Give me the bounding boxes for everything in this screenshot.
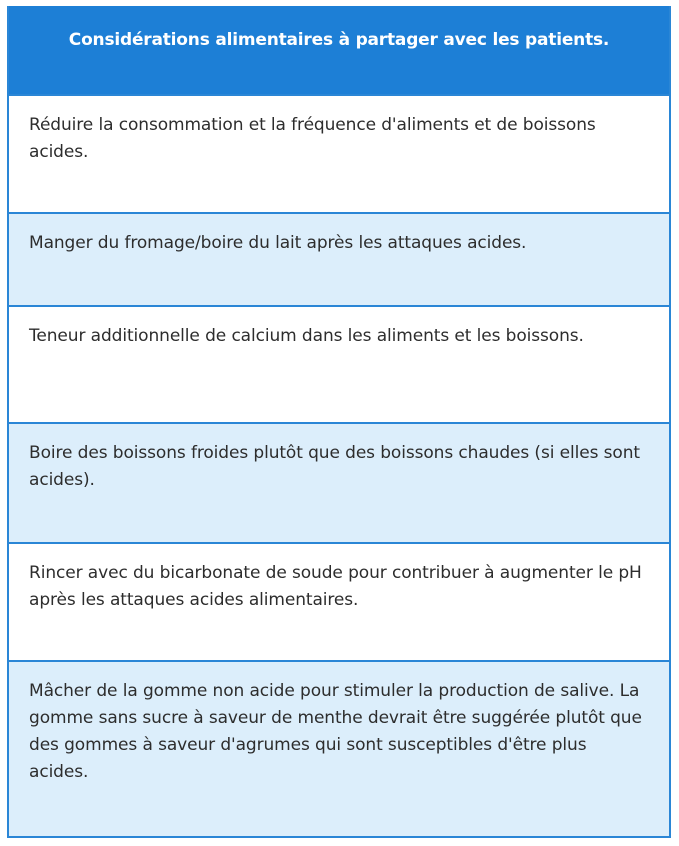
table-header — [9, 6, 669, 96]
dietary-considerations-table — [7, 6, 671, 838]
table-row: Réduire la consommation et la fréquence d'aliments et de boissons acides. — [9, 96, 669, 214]
table-row: Boire des boissons froides plutôt que des boissons chaudes (si elles sont acides). — [9, 424, 669, 544]
table-row: Teneur additionnelle de calcium dans les aliments et les boissons. — [9, 307, 669, 424]
table-header-title: Considérations alimentaires à partager avec les patients. — [68, 30, 610, 50]
table-row: Mâcher de la gomme non acide pour stimuler la production de salive. La gomme sans sucre à saveur de menthe devrait être suggérée plutôt que des gommes à saveur d'agrumes qui sont susceptibles d'être plus acides. — [9, 662, 669, 836]
table-row: Manger du fromage/boire du lait après les attaques acides. — [9, 214, 669, 307]
table-row: Rincer avec du bicarbonate de soude pour contribuer à augmenter le pH après les attaques acides alimentaires. — [9, 544, 669, 662]
